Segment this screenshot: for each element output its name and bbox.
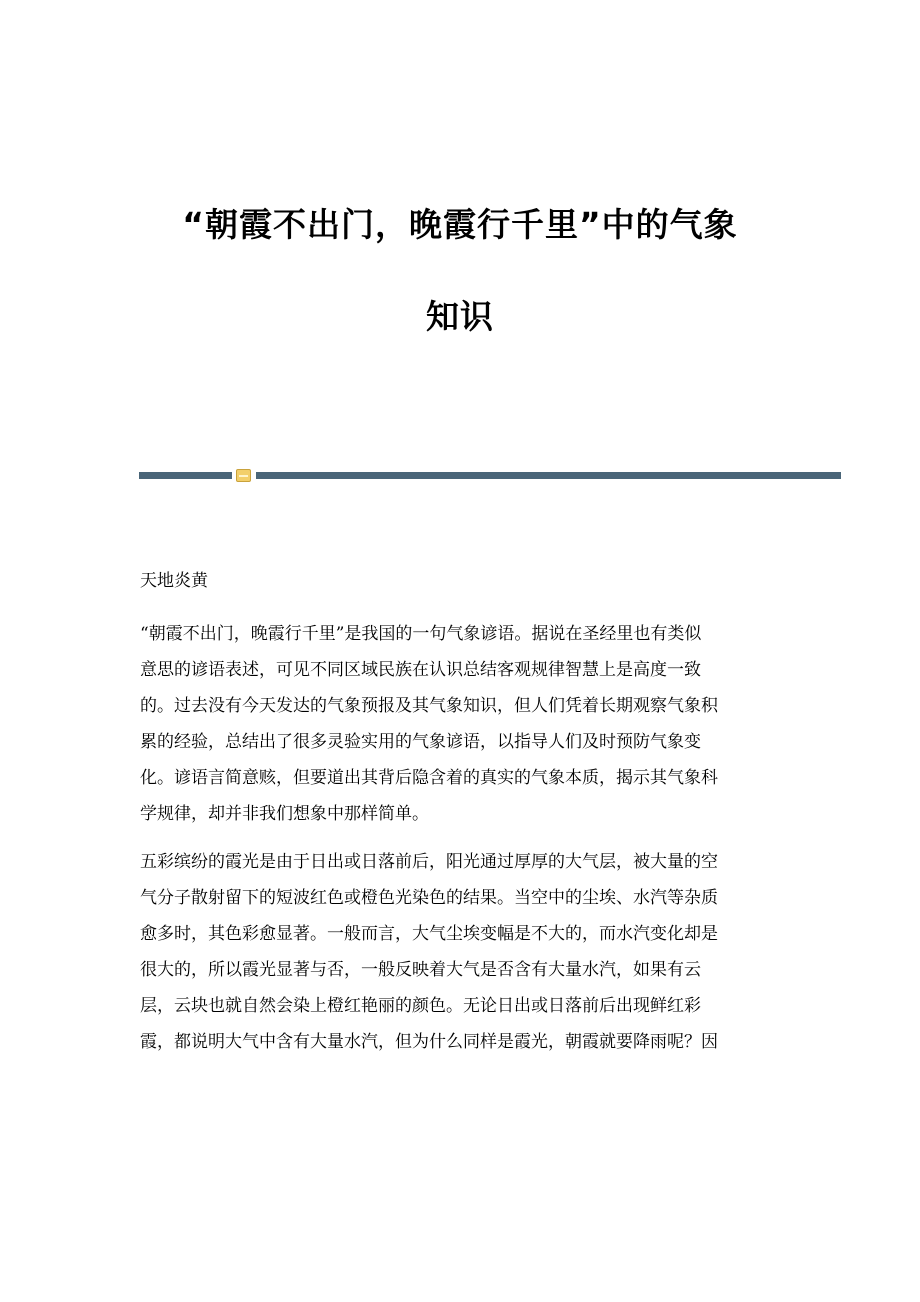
paragraph-line: 的。过去没有今天发达的气象预报及其气象知识，但人们凭着长期观察气象积 — [140, 696, 718, 716]
paragraph-line: 意思的谚语表述，可见不同区域民族在认识总结客观规律智慧上是高度一致 — [140, 660, 701, 680]
paragraph-2 — [140, 844, 772, 1060]
paragraph-line: “朝霞不出门，晚霞行千里”是我国的一句气象谚语。据说在圣经里也有类似 — [140, 624, 702, 644]
document-body — [140, 563, 772, 1072]
title-line-2: 知识 — [426, 297, 494, 336]
title-divider — [139, 469, 841, 483]
paragraph-line: 化。谚语言简意赅，但要道出其背后隐含着的真实的气象本质，揭示其气象科 — [140, 768, 718, 788]
envelope-icon — [236, 469, 251, 482]
paragraph-line: 层，云块也就自然会染上橙红艳丽的颜色。无论日出或日落前后出现鲜红彩 — [140, 996, 701, 1016]
paragraph-line: 气分子散射留下的短波红色或橙色光染色的结果。当空中的尘埃、水汽等杂质 — [140, 888, 718, 908]
paragraph-line: 很大的，所以霞光显著与否，一般反映着大气是否含有大量水汽，如果有云 — [140, 960, 701, 980]
paragraph-line: 霞，都说明大气中含有大量水汽，但为什么同样是霞光，朝霞就要降雨呢？因 — [140, 1032, 718, 1052]
paragraph-line: 愈多时，其色彩愈显著。一般而言，大气尘埃变幅是不大的，而水汽变化却是 — [140, 924, 718, 944]
document-title — [0, 205, 920, 337]
divider-bar-left — [139, 472, 232, 479]
paragraph-line: 累的经验，总结出了很多灵验实用的气象谚语，以指导人们及时预防气象变 — [140, 732, 701, 752]
paragraph-1 — [140, 616, 772, 832]
divider-bar-right — [256, 472, 841, 479]
title-line-1: “朝霞不出门，晚霞行千里”中的气象 — [182, 205, 738, 244]
paragraph-line: 五彩缤纷的霞光是由于日出或日落前后，阳光通过厚厚的大气层，被大量的空 — [140, 852, 718, 872]
author: 天地炎黄 — [140, 571, 208, 591]
paragraph-line: 学规律，却并非我们想象中那样简单。 — [140, 804, 429, 824]
